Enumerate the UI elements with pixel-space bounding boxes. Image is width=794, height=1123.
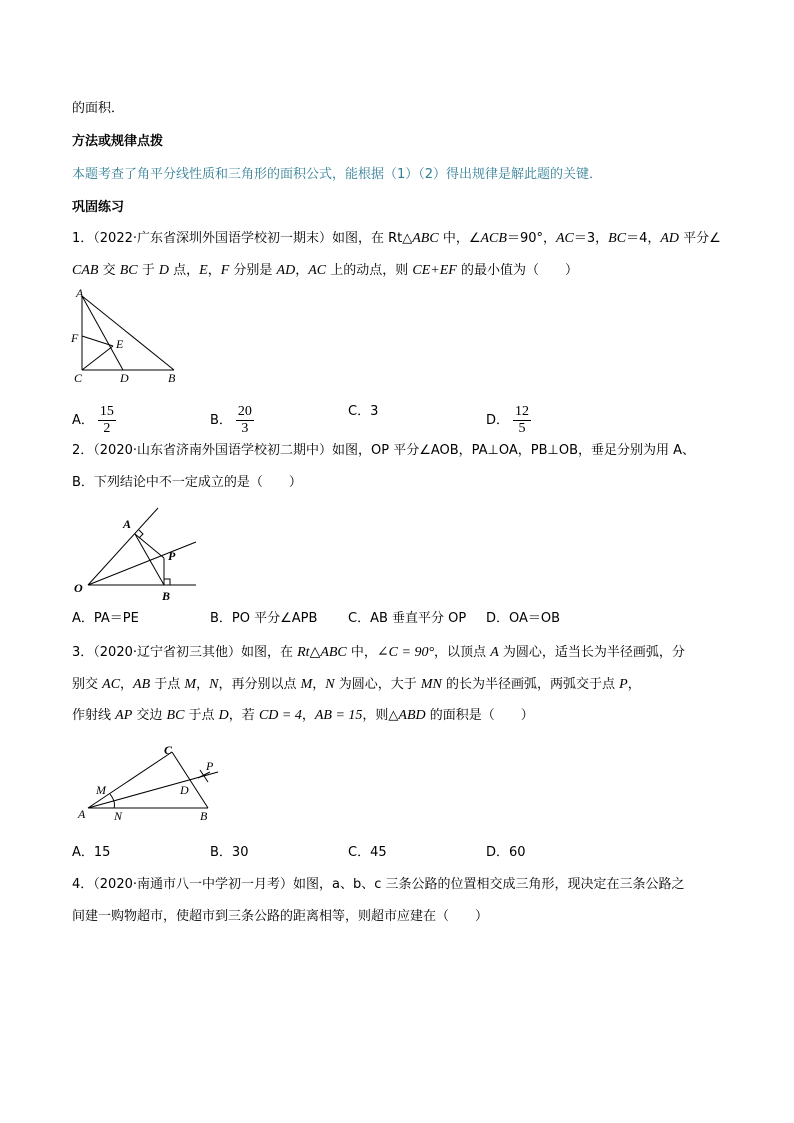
q1-stem-line-2: CAB 交 BC 于 D 点，E，F 分别是 AD，AC 上的动点，则 CE+EF 的最小值为（ ） [72, 263, 578, 278]
q2-figure [68, 500, 208, 604]
q3-stem-line-1: 3．（2020·辽宁省初三其他）如图，在 Rt△ABC 中，∠C = 90°，以顶点 A 为圆心，适当长为半径画弧，分 [72, 645, 685, 660]
q4-stem-line-2: 间建一购物超市，使超市到三条公路的距离相等，则超市应建在（ ） [72, 909, 489, 924]
q1-label-b: B [168, 371, 176, 385]
q2-label-a: A [123, 517, 132, 531]
q3-label-d: D [180, 783, 189, 797]
q1-segment-ce [82, 346, 113, 370]
q2-label-p: P [168, 549, 176, 563]
q3-label-p: P [206, 759, 214, 773]
q1-label-f: F [71, 331, 79, 345]
q1-label-c: C [74, 371, 83, 385]
q1-stem-line-1: 1．（2022·广东省深圳外国语学校初一期末）如图，在 Rt△ABC 中，∠ACB＝90°，AC＝3，BC＝4，AD 平分∠ [72, 231, 721, 246]
q3-label-b: B [200, 809, 208, 823]
q2-stem-line-1: 2．（2020·山东省济南外国语学校初二期中）如图，OP 平分∠AOB，PA⊥OA，PB⊥OB，垂足分别为用 A、 [72, 443, 696, 458]
q1-option-a[interactable]: A． $\frac{15}{2}$ [72, 404, 114, 436]
q3-label-n: N [114, 809, 123, 823]
q1-bisector-ad [82, 296, 123, 370]
q3-option-b[interactable]: B．30 [210, 845, 249, 860]
q2-option-b[interactable]: B．PO 平分∠APB [210, 611, 318, 626]
q2-right-angle-a [139, 530, 143, 538]
q1-label-d: D [120, 371, 129, 385]
q2-label-b: B [162, 589, 171, 603]
q2-label-o: O [74, 581, 83, 595]
practice-heading: 巩固练习 [72, 200, 125, 215]
method-text: 本题考查了角平分线性质和三角形的面积公式，能根据（1）（2）得出规律是解此题的关键． [72, 167, 603, 182]
q2-option-d[interactable]: D．OA＝OB [486, 611, 561, 626]
q2-right-angle-b [164, 579, 170, 585]
q3-label-m: M [96, 783, 106, 797]
q1-label-e: E [116, 337, 124, 351]
q4-stem-line-1: 4．（2020·南通市八一中学初一月考）如图，a、b、c 三条公路的位置相交成三角形，现决定在三条公路之 [72, 877, 685, 892]
q3-stem-line-2: 别交 AC，AB 于点 M，N，再分别以点 M，N 为圆心，大于 MN 的长为半径画弧，两弧交于点 P， [72, 677, 641, 692]
q3-side-ac [88, 752, 172, 808]
q1-option-c[interactable]: C．3 [348, 404, 379, 419]
q2-option-a[interactable]: A．PA＝PE [72, 611, 139, 626]
previous-answer-tail: 的面积． [72, 101, 125, 116]
q3-option-d[interactable]: D．60 [486, 845, 526, 860]
q2-option-c[interactable]: C．AB 垂直平分 OP [348, 611, 467, 626]
q3-stem-line-3: 作射线 AP 交边 BC 于点 D，若 CD = 4，AB = 15，则△ABD 的面积是（ ） [72, 708, 534, 723]
method-heading: 方法或规律点拨 [72, 134, 164, 149]
q3-option-a[interactable]: A．15 [72, 845, 111, 860]
q3-label-a: A [78, 807, 86, 821]
q2-segment-ab [135, 534, 164, 585]
q1-label-a: A [76, 286, 84, 300]
q3-figure [72, 742, 232, 824]
q3-option-c[interactable]: C．45 [348, 845, 387, 860]
q1-segment-fe [82, 336, 113, 346]
q2-stem-line-2: B．下列结论中不一定成立的是（ ） [72, 475, 302, 490]
q1-figure [68, 286, 188, 386]
q3-label-c: C [164, 743, 173, 757]
q1-option-d[interactable]: D． $\frac{12}{5}$ [486, 404, 530, 436]
q2-bisector-op [88, 542, 196, 585]
q1-option-b[interactable]: B． $\frac{20}{3}$ [210, 404, 252, 436]
